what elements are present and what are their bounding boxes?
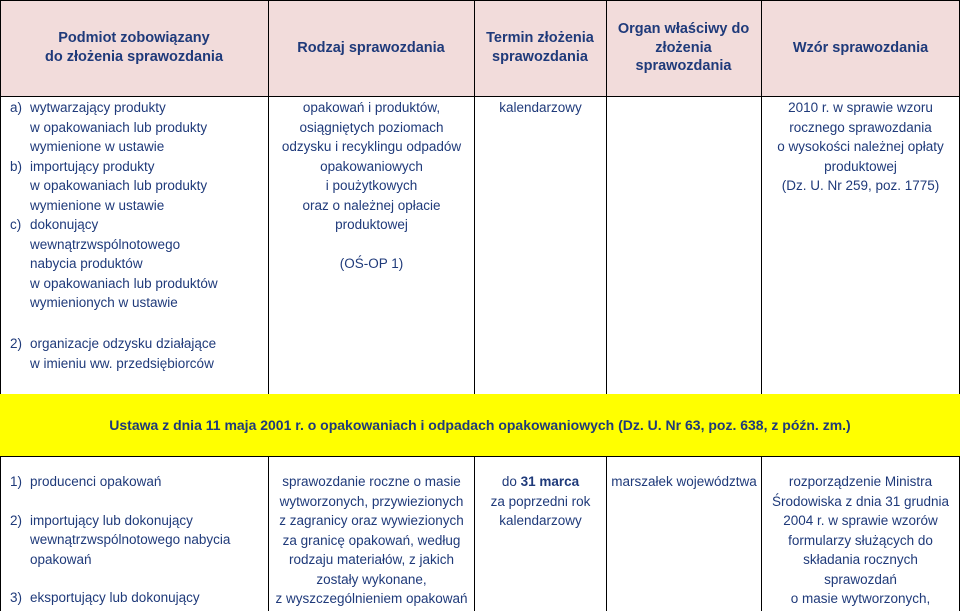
subjects-list-1: [10, 98, 266, 313]
report-type-2: sprawozdanie roczne o masie wytworzonych, przywiezionych z zagranicy oraz wywiezionych za granicę opakowań, według rodzaju materiałów, z jakich zostały wykonane, z wyszczególnieniem opakowań: [275, 474, 468, 606]
list-item: b) importujący produkty w opakowaniach lub produkty wymienione w ustawie: [10, 158, 208, 213]
header-deadline: Termin złożenia sprawozdania: [486, 30, 594, 65]
list-item: c) dokonujący wewnątrzwspólnotowego nabycia produktów w opakowaniach lub produktów wymienionych w ustawie: [10, 217, 218, 310]
banner-bottom-line: [0, 456, 960, 457]
list-item: a) wytwarzający produkty w opakowaniach lub produkty wymienione w ustawie: [10, 100, 208, 154]
list-item: 2) organizacje odzysku działające w imieniu ww. przedsiębiorców: [10, 336, 217, 371]
report-type-1: opakowań i produktów, osiągniętych poziomach odzysku i recyklingu odpadów opakowaniowych i poużytkowych oraz o należnej opłacie produktowej (OŚ-OP 1): [281, 100, 462, 271]
authority-2: marszałek województwa: [611, 474, 757, 489]
col-divider-3: [606, 0, 607, 394]
border-left: [0, 0, 1, 611]
border-top: [0, 0, 960, 1]
list-item: 1) producenci opakowań: [10, 474, 162, 489]
subject-org: [10, 334, 266, 373]
header-divider: [0, 96, 960, 97]
col-divider-2: [474, 0, 475, 394]
header-template: Wzór sprawozdania: [792, 39, 929, 56]
template-2: rozporządzenie Ministra Środowiska z dnia 31 grudnia 2004 r. w sprawie wzorów formularzy służących do składania rocznych sprawozdań o masie wytworzonych,: [771, 474, 950, 606]
deadline-1: kalendarzowy: [499, 100, 582, 115]
law-banner: Ustawa z dnia 11 maja 2001 r. o opakowaniach i odpadach opakowaniowych (Dz. U. Nr 63, poz. 638, z późn. zm.): [109, 417, 851, 433]
header-subject: Podmiot zobowiązany do złożenia sprawozdania: [44, 30, 224, 65]
col-divider-4: [761, 0, 762, 394]
template-1: 2010 r. w sprawie wzoru rocznego sprawozdania o wysokości należnej opłaty produktowej (Dz. U. Nr 259, poz. 1775): [777, 100, 944, 193]
list-item: 3) eksportujący lub dokonujący: [10, 590, 200, 605]
header-authority: Organ właściwy do złożenia sprawozdania: [617, 20, 750, 75]
list-item: 2) importujący lub dokonujący wewnątrzwspólnotowego nabycia opakowań: [10, 512, 231, 567]
deadline-2: do 31 marca za poprzedni rok kalendarzowy: [490, 474, 591, 528]
subjects-list-2: [10, 472, 266, 608]
report-code: (OŚ-OP 1): [339, 255, 404, 271]
header-report-type: Rodzaj sprawozdania: [297, 39, 445, 56]
